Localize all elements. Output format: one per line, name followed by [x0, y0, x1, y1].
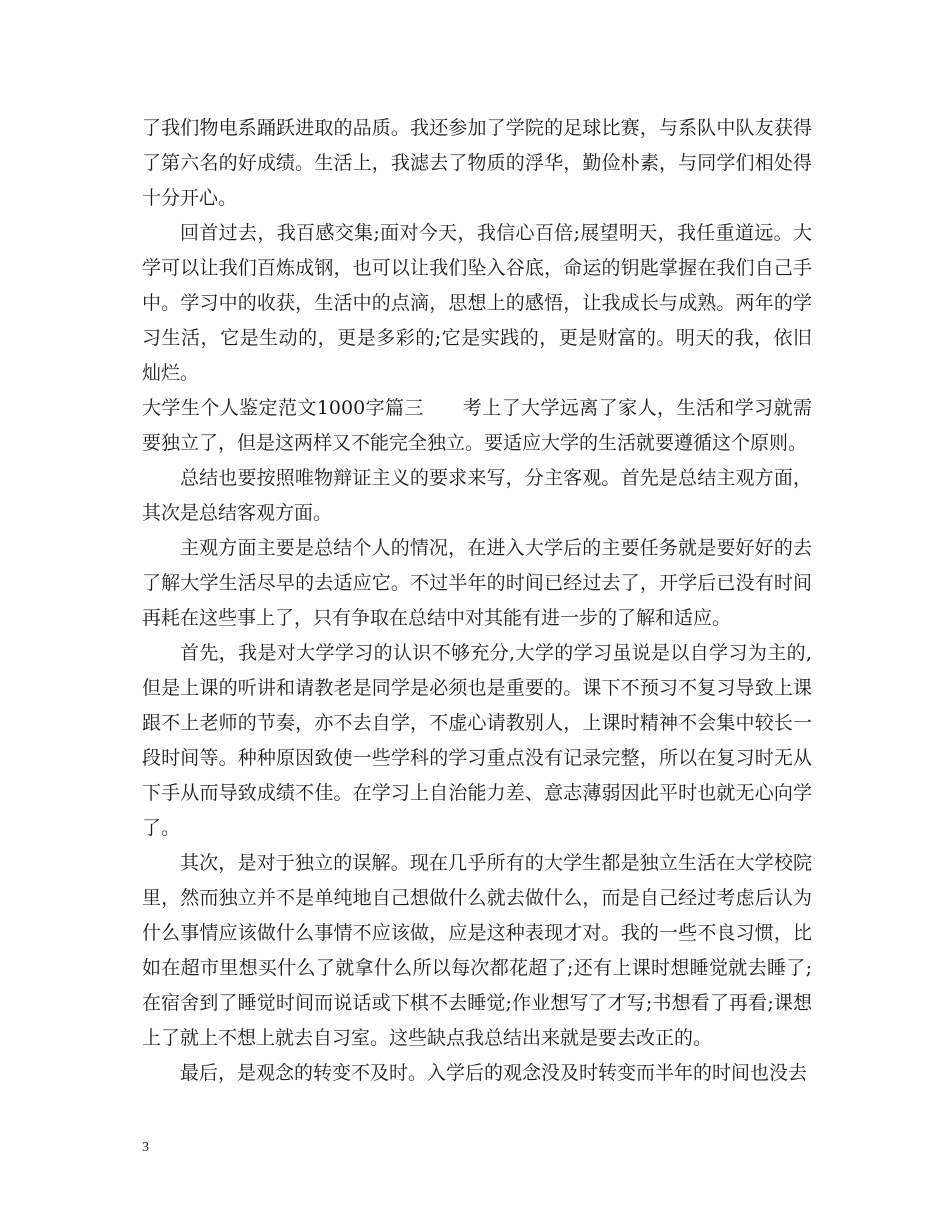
- page-number: 3: [142, 1140, 149, 1155]
- paragraph-5: 主观方面主要是总结个人的情况，在进入大学后的主要任务就是要好好的去了解大学生活尽早的去适应它。不过半年的时间已经过去了，开学后已没有时间再耗在这些事上了，只有争取在总结中对其能有进一步的了解和适应。: [142, 537, 812, 629]
- paragraph-1: 了我们物电系踊跃进取的品质。我还参加了学院的足球比赛，与系队中队友获得了第六名的好成绩。生活上，我滤去了物质的浮华，勤俭朴素，与同学们相处得十分开心。: [142, 117, 812, 209]
- paragraph-4: 总结也要按照唯物辩证主义的要求来写，分主客观。首先是总结主观方面，其次是总结客观方面。: [142, 467, 812, 524]
- paragraph-3-section-heading: 大学生个人鉴定范文1000字篇三 考上了大学远离了家人，生活和学习就需要独立了，但是这两样又不能完全独立。要适应大学的生活就要遵循这个原则。: [142, 397, 812, 454]
- document-body: [142, 111, 812, 1091]
- paragraph-2: 回首过去，我百感交集;面对今天，我信心百倍;展望明天，我任重道远。大学可以让我们百炼成钢，也可以让我们坠入谷底，命运的钥匙掌握在我们自己手中。学习中的收获，生活中的点滴，思想上的感悟，让我成长与成熟。两年的学习生活，它是生动的，更是多彩的;它是实践的，更是财富的。明天的我，依旧灿烂。: [142, 222, 812, 384]
- paragraph-6: 首先，我是对大学学习的认识不够充分,大学的学习虽说是以自学习为主的,但是上课的听讲和请教老是同学是必须也是重要的。课下不预习不复习导致上课跟不上老师的节奏，亦不去自学，不虚心请教别人，上课时精神不会集中较长一段时间等。种种原因致使一些学科的学习重点没有记录完整，所以在复习时无从下手从而导致成绩不佳。在学习上自治能力差、意志薄弱因此平时也就无心向学了。: [142, 642, 812, 839]
- paragraph-8: 最后，是观念的转变不及时。入学后的观念没及时转变而半年的时间也没去: [180, 1062, 808, 1084]
- paragraph-7: 其次，是对于独立的误解。现在几乎所有的大学生都是独立生活在大学校院里，然而独立并不是单纯地自己想做什么就去做什么，而是自己经过考虑后认为什么事情应该做什么事情不应该做，应是这种表现才对。我的一些不良习惯，比如在超市里想买什么了就拿什么所以每次都花超了;还有上课时想睡觉就去睡了;在宿舍到了睡觉时间而说话或下棋不去睡觉;作业想写了才写;书想看了再看;课想上了就上不想上就去自习室。这些缺点我总结出来就是要去改正的。: [142, 852, 812, 1049]
